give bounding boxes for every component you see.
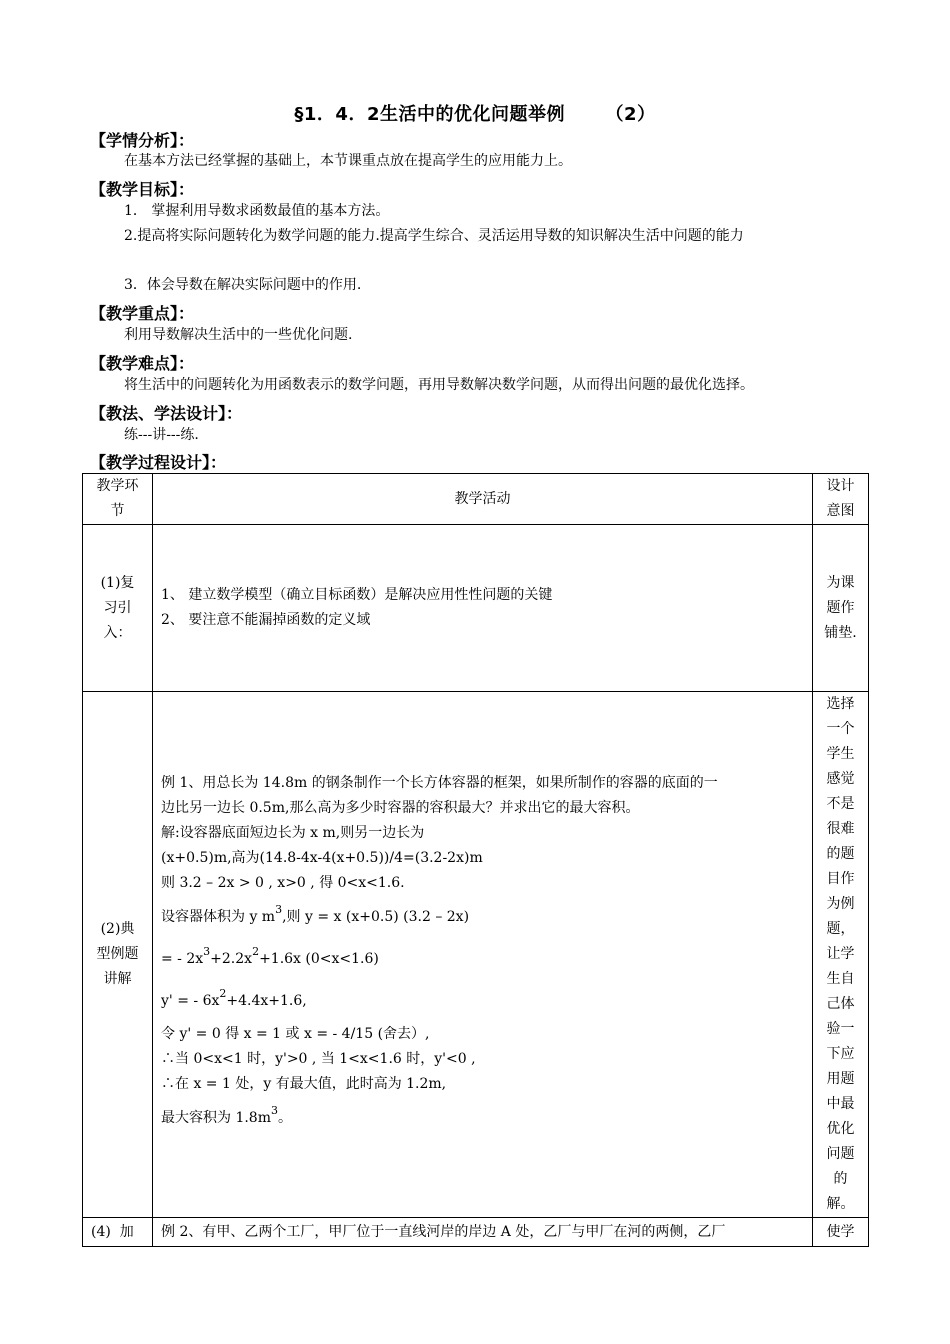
process-table xyxy=(82,473,869,1247)
expand-part-2: +2.2x xyxy=(210,950,253,967)
row1-activity xyxy=(153,525,813,692)
row2-stage xyxy=(83,692,153,1218)
row2-activity xyxy=(153,692,813,1218)
solution-line-9: ∴在 x = 1 处，y 有最大值，此时高为 1.2m, xyxy=(161,1075,447,1092)
method-heading: 【教法、学法设计】： xyxy=(90,404,243,423)
derivative-exponent: 2 xyxy=(219,986,227,1000)
example2-line-1: 例 2、有甲、乙两个工厂，甲厂位于一直线河岸的岸边 A 处，乙厂与甲厂在河的两侧，乙厂 xyxy=(161,1223,726,1240)
max-volume-text: 最大容积为 1.8m xyxy=(161,1109,271,1126)
solution-line-7: 令 y' = 0 得 x = 1 或 x = - 4/15 (舍去）, xyxy=(161,1025,430,1042)
solution-line-10 xyxy=(161,1097,804,1139)
row1-stage-text: (1)复习引入： xyxy=(100,574,135,641)
goal-3: 3．体会导数在解决实际问题中的作用. xyxy=(124,277,362,293)
example1-line-1: 例 1、用总长为 14.8m 的钢条制作一个长方体容器的框架，如果所制作的容器的底面的一 xyxy=(161,774,718,791)
process-heading: 【教学过程设计】： xyxy=(90,453,227,472)
expand-exponent-1: 3 xyxy=(203,944,211,958)
method-text: 练---讲---练. xyxy=(124,427,199,443)
header-activity: 教学活动 xyxy=(153,474,813,525)
derivative-part-1: y' = - 6x xyxy=(161,992,220,1009)
table-row xyxy=(83,692,869,1218)
solution-line-2: (x+0.5)m,高为(14.8-4x-4(x+0.5))/4=(3.2-2x)m xyxy=(161,849,483,866)
row1-intent-text: 为课题作铺垫. xyxy=(824,574,857,641)
max-volume-end: 。 xyxy=(278,1109,292,1126)
row1-line-1: 1、 建立数学模型（确立目标函数）是解决应用性性问题的关键 xyxy=(161,587,553,603)
solution-line-5 xyxy=(161,938,804,980)
expand-part-1: = - 2x xyxy=(161,950,204,967)
row2-stage-text: (2)典型例题讲解 xyxy=(96,921,139,987)
row3-activity xyxy=(153,1218,813,1247)
table-row xyxy=(83,1218,869,1247)
key-heading: 【教学重点】： xyxy=(90,304,195,323)
solution-line-6 xyxy=(161,980,804,1022)
row3-intent: 使学 xyxy=(813,1218,869,1247)
row3-stage: (4) 加 xyxy=(83,1218,153,1247)
row1-line-2: 2、 要注意不能漏掉函数的定义域 xyxy=(161,612,371,628)
row2-intent xyxy=(813,692,869,1218)
derivative-part-2: +4.4x+1.6, xyxy=(226,992,307,1009)
volume-exponent: 3 xyxy=(275,902,283,916)
header-stage-text: 教学环节 xyxy=(96,478,139,519)
difficulty-text: 将生活中的问题转化为用函数表示的数学问题，再用导数解决数学问题，从而得出问题的最优化选择。 xyxy=(124,377,754,393)
row1-intent xyxy=(813,525,869,692)
row2-intent-text: 选择一个学生感觉不是很难的题目作为例题，让学生自己体验一下应用题中最优化问题的解。 xyxy=(826,696,855,1212)
volume-text: 设容器体积为 y m xyxy=(161,908,276,925)
goals-heading: 【教学目标】： xyxy=(90,180,195,199)
analysis-heading: 【学情分析】： xyxy=(90,131,195,150)
expand-exponent-2: 2 xyxy=(252,944,260,958)
key-text: 利用导数解决生活中的一些优化问题. xyxy=(124,327,353,343)
table-row xyxy=(83,525,869,692)
solution-line-4 xyxy=(161,896,804,938)
header-intent-text: 设计意图 xyxy=(826,478,855,519)
expand-part-3: +1.6x (0<x<1.6) xyxy=(259,950,379,967)
volume-formula: ,则 y = x (x+0.5) (3.2 – 2x) xyxy=(282,908,470,925)
row1-stage xyxy=(83,525,153,692)
solution-line-8: ∴当 0<x<1 时，y'>0 , 当 1<x<1.6 时，y'<0 , xyxy=(161,1050,476,1067)
difficulty-heading: 【教学难点】： xyxy=(90,354,195,373)
solution-line-3: 则 3.2 – 2x > 0 , x>0 , 得 0<x<1.6. xyxy=(161,874,405,891)
example1-line-2: 边比另一边长 0.5m,那么高为多少时容器的容积最大？并求出它的最大容积。 xyxy=(161,799,640,816)
header-intent xyxy=(813,474,869,525)
analysis-text: 在基本方法已经掌握的基础上，本节课重点放在提高学生的应用能力上。 xyxy=(124,153,572,169)
table-header-row xyxy=(83,474,869,525)
solution-line-1: 解:设容器底面短边长为 x m,则另一边长为 xyxy=(161,824,425,841)
goal-2: 2.提高将实际问题转化为数学问题的能力.提高学生综合、灵活运用导数的知识解决生活中问题的能力 xyxy=(124,228,744,244)
max-volume-exponent: 3 xyxy=(271,1103,278,1117)
document-title: §1．4．2生活中的优化问题举例 （2） xyxy=(294,104,656,125)
header-stage xyxy=(83,474,153,525)
goal-1: 1． 掌握利用导数求函数最值的基本方法。 xyxy=(124,203,390,219)
